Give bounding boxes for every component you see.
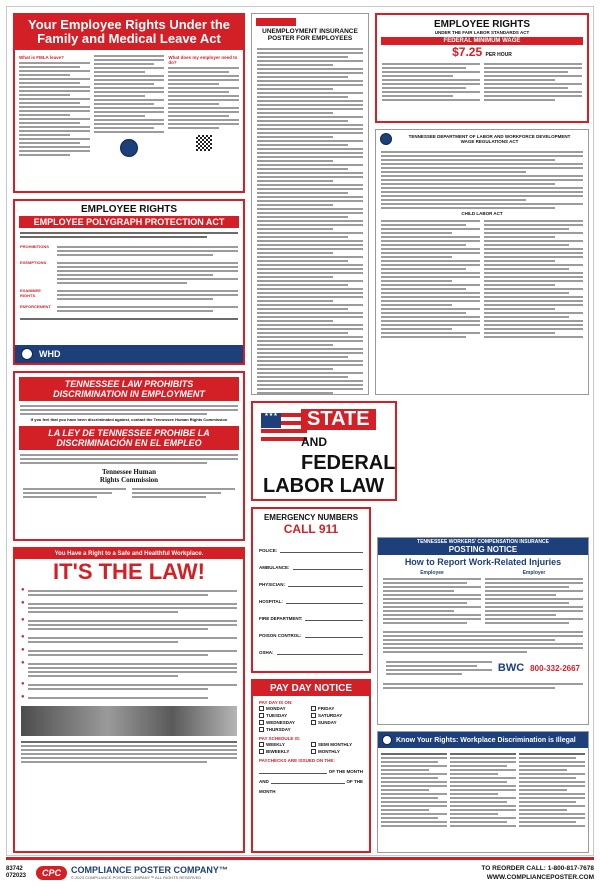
payday-of-the-label: OF THE [346,779,363,784]
payday-title: PAY DAY NOTICE [253,681,369,696]
min-wage-rate-unit: PER HOUR [485,52,512,58]
payday-option-wednesday[interactable] [259,720,311,725]
footer-reorder [481,864,594,882]
thrc-name-2: Rights Commission [99,476,159,484]
state-federal-line1: STATE [301,409,376,430]
checkbox-icon [259,727,264,732]
labor-law-poster [6,6,594,856]
footer-brand: COMPLIANCE POSTER COMPANY™ [71,865,228,875]
tn-discrimination-title-es-1: LA LEY DE TENNESSEE PROHIBE LA [48,428,210,438]
checkbox-icon [311,713,316,718]
checkbox-icon [259,720,264,725]
polygraph-footer-strip [15,345,243,363]
polygraph-subtitle: EMPLOYEE POLYGRAPH PROTECTION ACT [19,216,239,228]
emergency-line [286,603,363,604]
osha-panel: You Have a Right to a Safe and Healthful Workplace. IT'S THE LAW! ● ● ● ● ● ● ● ● [13,547,245,853]
emergency-line [305,637,364,638]
tn-discrimination-note: If you feel that you have been discriminated against, contact the Tennessee Human Rights Commission [30,417,228,422]
tn-seal-icon [380,133,392,145]
fmla-right-heading: What does my employer need to do? [168,55,238,65]
checkbox-icon [311,720,316,725]
unemployment-title-line1: UNEMPLOYMENT INSURANCE [262,28,358,35]
workers-comp-header-2: POSTING NOTICE [448,545,518,554]
payday-blank-line[interactable] [259,773,327,774]
workers-comp-header [378,538,588,555]
dol-seal-icon [21,348,33,360]
footer-copyright: © 2023 COMPLIANCE POSTER COMPANY™ ALL RIGHTS RESERVED [71,875,202,880]
qr-code-icon [196,135,212,151]
min-wage-subtitle: UNDER THE FAIR LABOR STANDARDS ACT [434,30,530,35]
poster-footer [6,857,594,885]
checkbox-icon [311,742,316,747]
tn-wage-body [376,148,588,341]
min-wage-bar: FEDERAL MINIMUM WAGE [381,37,583,45]
workers-comp-title: How to Report Work-Related Injuries [404,557,562,567]
fmla-left-heading: What is FMLA leave? [19,55,64,60]
eeoc-seal-icon [382,735,392,745]
checkbox-icon [259,713,264,718]
workers-comp-employee-heading: Employee [420,570,444,576]
thrc-logo [15,468,243,484]
payday-option-friday[interactable] [311,706,363,711]
payday-day-label: THURSDAY [266,727,291,732]
state-federal-banner [251,401,397,501]
osha-headline: IT'S THE LAW! [53,559,205,584]
poster-code [6,866,36,880]
payday-issued-line-2 [253,774,369,784]
tn-discrimination-title-en-2: DISCRIMINATION IN EMPLOYMENT [53,389,205,399]
payday-option-weekly[interactable] [259,742,311,747]
dol-seal-icon [120,139,138,157]
fmla-title-line1: Your Employee Rights Under the [27,17,230,32]
tn-discrimination-title-en [19,377,239,401]
footer-reorder-phone: TO REORDER CALL: 1-800-817-7678 [481,864,594,872]
emergency-line [280,552,363,553]
min-wage-title: EMPLOYEE RIGHTS [433,19,531,30]
fmla-col-right [168,53,239,158]
workers-comp-employer-heading: Employer [522,570,546,576]
osha-photo [21,706,237,736]
workers-comp-header-1: TENNESSEE WORKERS' COMPENSATION INSURANCE [417,539,549,545]
emergency-line [293,569,364,570]
discrimination-columns [378,748,588,832]
emergency-row-fire [253,604,369,621]
cpc-logo: CPC [36,866,67,880]
payday-day-label: SUNDAY [318,720,337,725]
checkbox-icon [311,749,316,754]
polygraph-label-prohibitions: PROHIBITIONS [20,244,49,249]
payday-schedule-option-label: BIWEEKLY [266,749,290,754]
fmla-col-left [19,53,90,158]
polygraph-section-examinee-rights [15,288,243,302]
fmla-title-line2: Family and Medical Leave Act [37,31,221,46]
whd-logo: WHD [39,349,61,359]
payday-schedule-label: PAY SCHEDULE IS: [259,736,301,741]
state-federal-line2: AND [301,435,327,449]
discrimination-panel [377,731,589,853]
tn-discrimination-title-es-2: DISCRIMINACIÓN EN EL EMPLEO [56,438,202,448]
payday-schedule-option-label: SEMI MONTHLY [318,742,353,747]
payday-day-label: FRIDAY [318,706,335,711]
emergency-row-poison [253,621,369,638]
polygraph-panel [13,199,245,365]
payday-day-label: TUESDAY [266,713,288,718]
payday-issued-label: PAYCHECKS ARE ISSUED ON THE: [259,758,335,763]
bwc-logo: BWC [497,662,525,674]
tn-discrimination-panel [13,371,245,541]
emergency-title: EMERGENCY NUMBERS [263,513,359,522]
unemployment-title [252,26,368,44]
payday-of-month-label: OF THE MONTH [328,769,363,774]
tn-wage-title-line1: TENNESSEE DEPARTMENT OF LABOR AND WORKFORCE DEVELOPMENT [408,134,571,139]
polygraph-section-prohibitions [15,244,243,258]
payday-schedule-option-label: WEEKLY [266,742,285,747]
workers-comp-contact [378,655,588,681]
payday-day-label: WEDNESDAY [266,720,295,725]
payday-day-label: MONDAY [266,706,286,711]
payday-schedule-grid [253,742,369,754]
emergency-row-police [253,536,369,553]
payday-panel [251,679,371,853]
fmla-body [15,50,243,161]
min-wage-panel [375,13,589,123]
osha-subtitle: You Have a Right to a Safe and Healthful Workplace. [15,549,243,559]
payday-option-thursday[interactable] [259,727,311,732]
workers-comp-phone: 800-332-2667 [530,663,580,673]
emergency-row-hospital [253,587,369,604]
checkbox-icon [311,706,316,711]
payday-is-on-label: PAY DAY IS ON: [259,700,293,705]
emergency-label-physician: PHYSICIAN: [259,582,286,587]
payday-option-monday[interactable] [259,706,311,711]
payday-month-label: MONTH [259,789,276,794]
emergency-label-police: POLICE: [259,548,278,553]
emergency-call-911: CALL 911 [283,522,339,536]
emergency-label-fire: FIRE DEPARTMENT: [259,616,303,621]
child-labor-heading: CHILD LABOR ACT [461,211,503,216]
emergency-panel [251,507,371,673]
min-wage-rate [377,45,587,59]
discrimination-title: Know Your Rights: Workplace Discrimination is Illegal [396,736,576,744]
payday-issued-line-1 [253,764,369,774]
poster-code-2: 072023 [6,872,27,879]
payday-option-semi-monthly[interactable] [311,742,363,747]
emergency-line [305,620,363,621]
payday-option-biweekly[interactable] [259,749,311,754]
tn-discrimination-title-es [19,426,239,450]
workers-comp-columns [378,567,588,629]
payday-option-sunday[interactable] [311,720,363,725]
emergency-label-poison: POISON CONTROL: [259,633,302,638]
emergency-label-osha: OSHA: [259,650,274,655]
checkbox-icon [259,742,264,747]
min-wage-body [377,59,587,105]
polygraph-label-enforcement: ENFORCEMENT [20,304,51,309]
polygraph-label-examinee-rights: EXAMINEE RIGHTS [20,288,41,298]
emergency-label-ambulance: AMBULANCE: [259,565,290,570]
fmla-col-mid [94,53,165,158]
payday-day-label: SATURDAY [318,713,343,718]
unemployment-body [252,44,368,395]
emergency-row-physician [253,570,369,587]
unemployment-title-line2: POSTER FOR EMPLOYEES [267,35,353,42]
payday-days-grid [253,706,369,732]
workers-comp-panel [377,537,589,725]
emergency-line [277,654,364,655]
payday-option-tuesday[interactable] [259,713,311,718]
emergency-label-hospital: HOSPITAL: [259,599,283,604]
payday-schedule-option-label: MONTHLY [318,749,340,754]
tn-discrimination-title-en-1: TENNESSEE LAW PROHIBITS [64,379,194,389]
fmla-title [15,15,243,50]
state-federal-line3: FEDERAL [301,452,396,474]
polygraph-title: EMPLOYEE RIGHTS [80,204,178,215]
emergency-row-ambulance [253,553,369,570]
checkbox-icon [259,706,264,711]
emergency-row-osha [253,638,369,655]
polygraph-section-exemptions [15,260,243,286]
polygraph-label-exemptions: EXEMPTIONS [20,260,47,265]
poster-code-1: 83742 [6,865,23,872]
thrc-name-1: Tennessee Human [101,468,156,476]
tn-wage-title-line2: WAGE REGULATIONS ACT [460,139,519,144]
payday-option-saturday[interactable] [311,713,363,718]
footer-website[interactable]: WWW.COMPLIANCEPOSTER.COM [486,873,594,881]
payday-issued-line-3 [253,784,369,794]
payday-option-monthly[interactable] [311,749,363,754]
min-wage-rate-value: $7.25 [452,45,483,59]
tn-wage-panel [375,129,589,395]
payday-and-label: AND [259,779,269,784]
state-federal-line4: LABOR LAW [263,475,385,497]
flag-stars-icon: ★★★ [261,413,281,428]
checkbox-icon [259,749,264,754]
tn-logo-icon [256,18,296,26]
state-federal-title [301,409,395,474]
fmla-panel [13,13,245,193]
polygraph-section-enforcement [15,304,243,314]
unemployment-panel [251,13,369,395]
emergency-line [288,586,363,587]
payday-blank-line[interactable] [271,783,345,784]
discrimination-header [378,732,588,748]
